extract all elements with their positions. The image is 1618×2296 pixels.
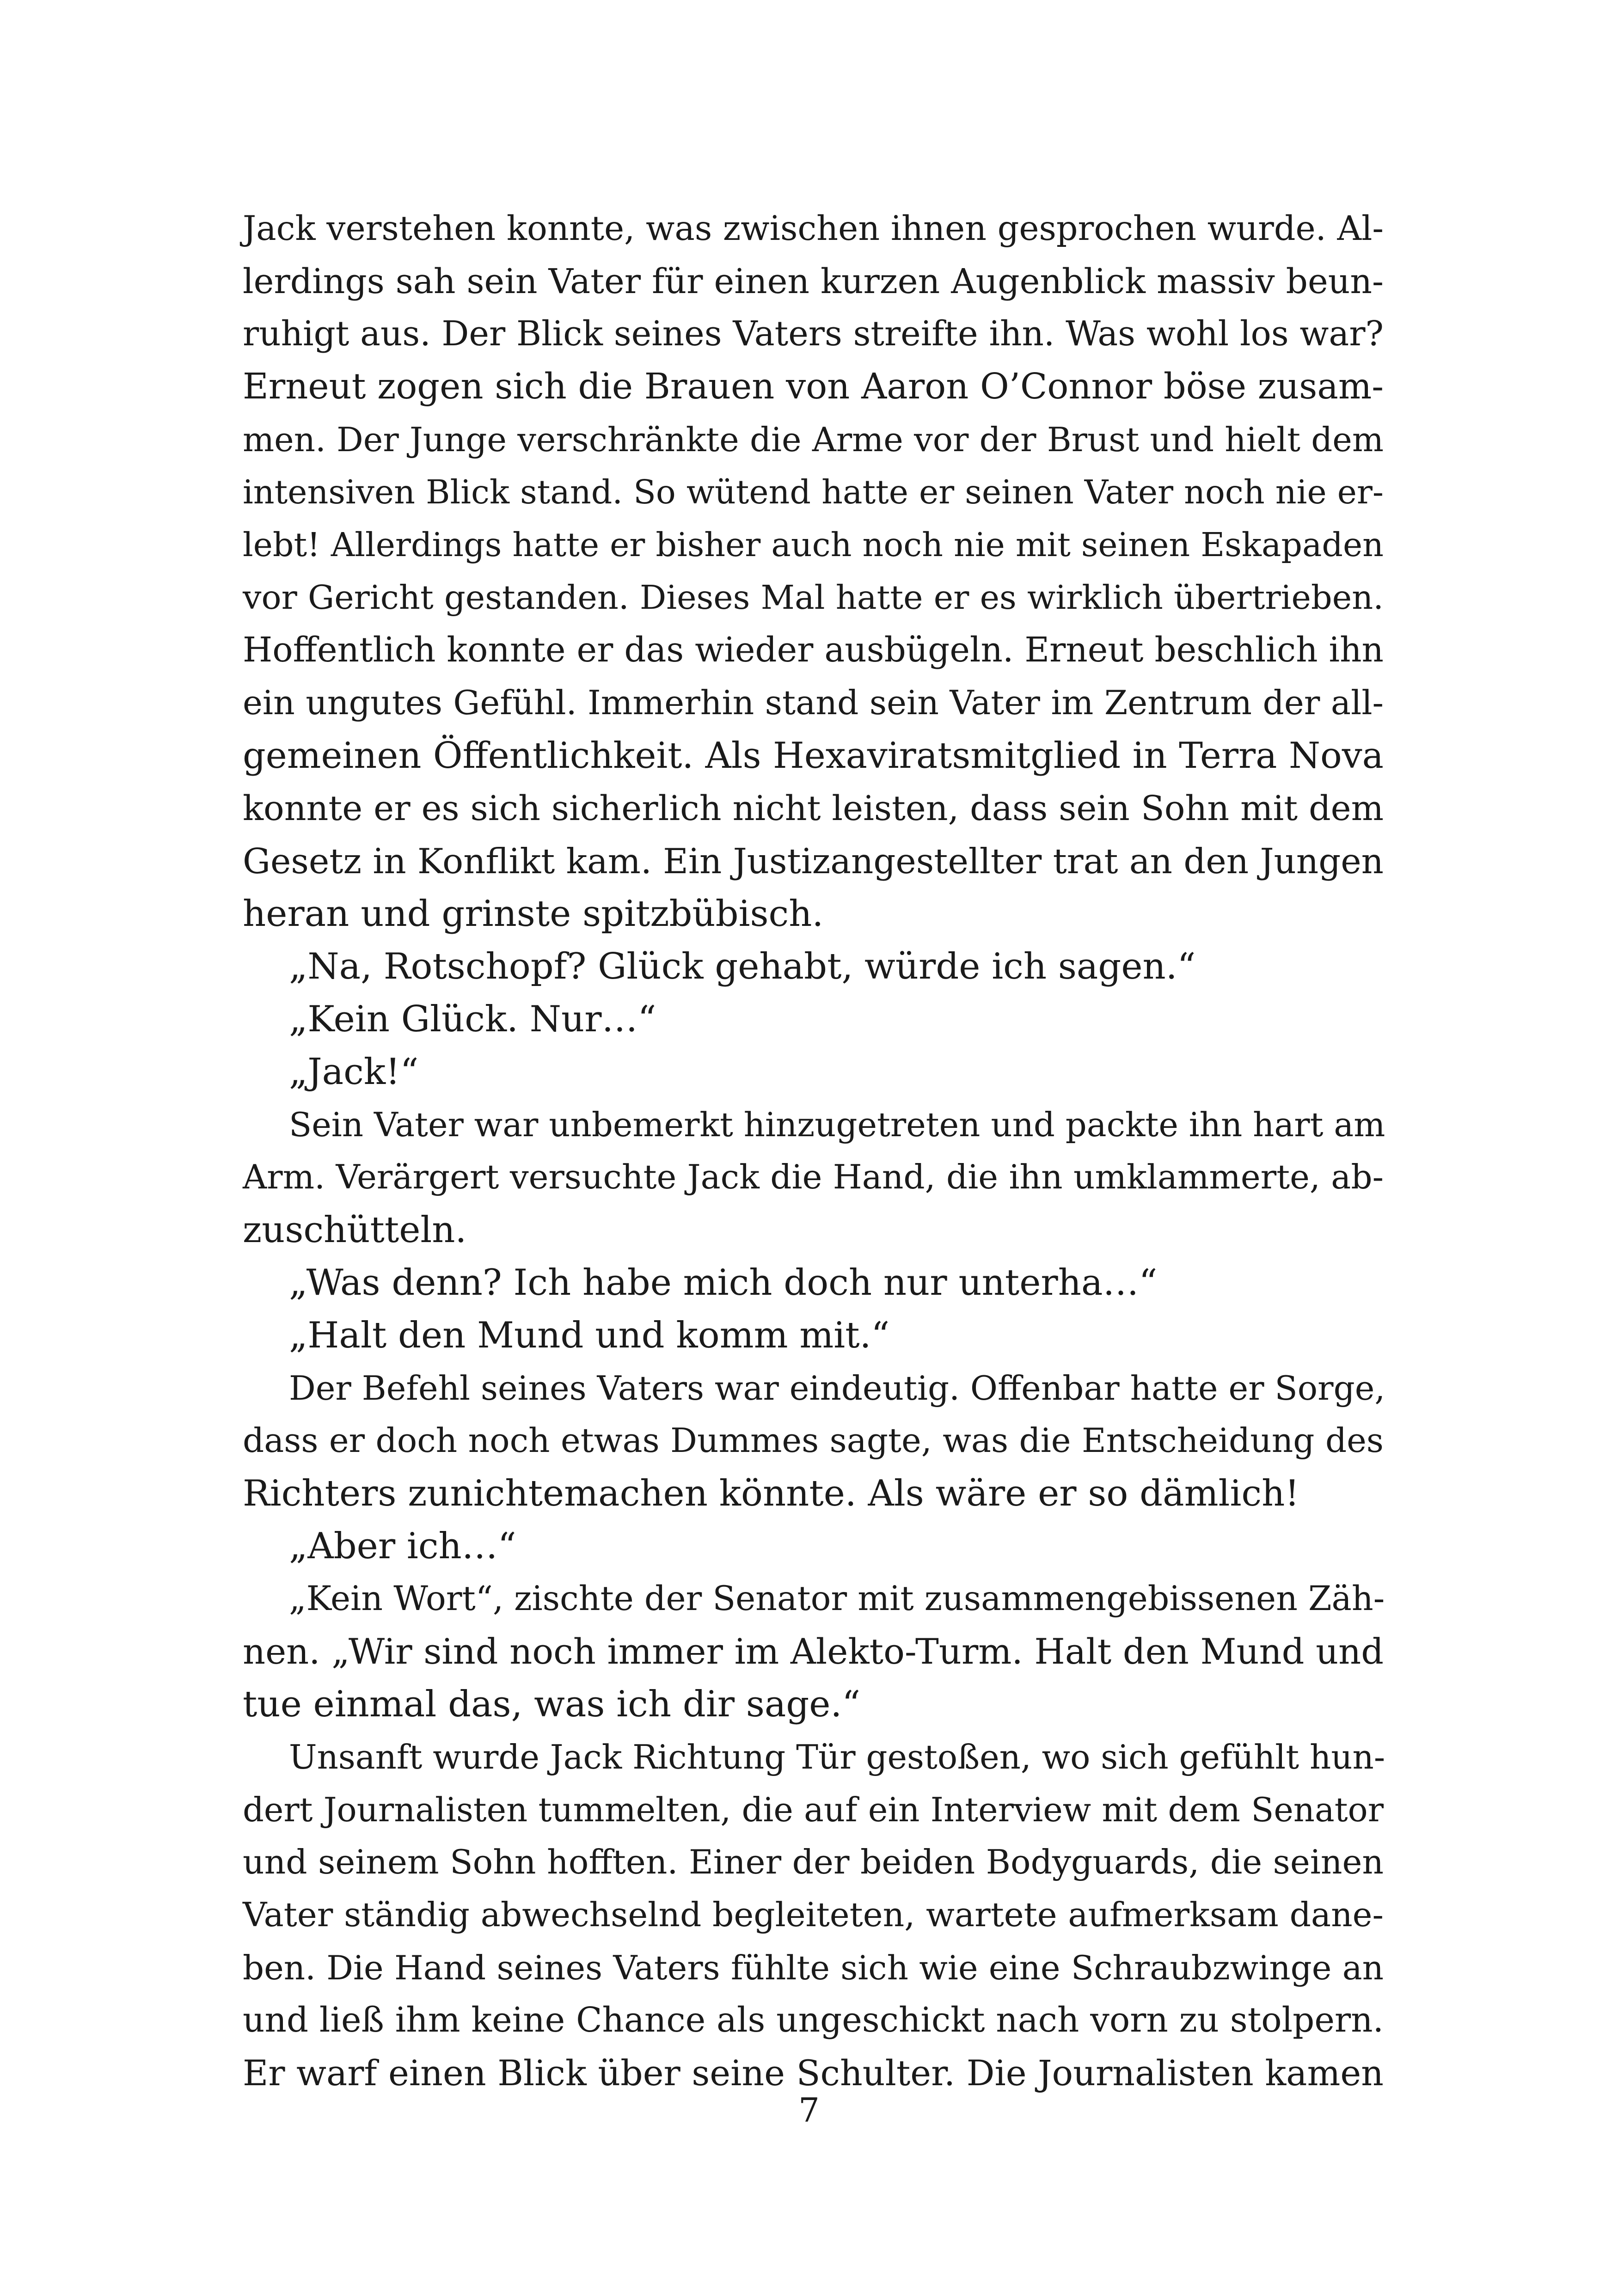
text-line: Jack verstehen konnte, was zwischen ihnen gesprochen wurde. Al- bbox=[243, 209, 1384, 248]
body-text bbox=[243, 202, 1384, 2100]
text-line: und seinem Sohn hofften. Einer der beiden Bodyguards, die seinen bbox=[243, 1843, 1384, 1882]
text-line: men. Der Junge verschränkte die Arme vor der Brust und hielt dem bbox=[243, 420, 1384, 459]
text-line: dert Journalisten tummelten, die auf ein Interview mit dem Senator bbox=[243, 1790, 1384, 1829]
text-line: Richters zunichtemachen könnte. Als wäre er so dämlich! bbox=[243, 1473, 1299, 1514]
text-line: lerdings sah sein Vater für einen kurzen Augenblick massiv beun- bbox=[243, 262, 1384, 301]
text-line: Hoffentlich konnte er das wieder ausbügeln. Erneut beschlich ihn bbox=[243, 631, 1384, 670]
text-line: Arm. Verärgert versuchte Jack die Hand, die ihn umklammerte, ab- bbox=[243, 1158, 1384, 1197]
text-line: tue einmal das, was ich dir sage.“ bbox=[243, 1684, 861, 1725]
text-line: „Jack!“ bbox=[289, 1051, 419, 1093]
text-line: „Was denn? Ich habe mich doch nur unterha…“ bbox=[289, 1262, 1158, 1304]
text-line: lebt! Allerdings hatte er bisher auch noch nie mit seinen Eskapaden bbox=[243, 526, 1384, 564]
text-line: Unsanft wurde Jack Richtung Tür gestoßen, wo sich gefühlt hun- bbox=[289, 1738, 1385, 1776]
text-line: ruhigt aus. Der Blick seines Vaters streifte ihn. Was wohl los war? bbox=[243, 314, 1384, 354]
text-line: „Kein Glück. Nur…“ bbox=[289, 998, 656, 1040]
text-line: dass er doch noch etwas Dummes sagte, was die Entscheidung des bbox=[243, 1421, 1384, 1460]
text-line: Er warf einen Blick über seine Schulter. Die Journalisten kamen bbox=[243, 2053, 1384, 2094]
text-line: konnte er es sich sicherlich nicht leisten, dass sein Sohn mit dem bbox=[243, 788, 1384, 828]
text-line: zuschütteln. bbox=[243, 1209, 467, 1251]
text-line: „Na, Rotschopf? Glück gehabt, würde ich sagen.“ bbox=[289, 946, 1196, 987]
text-line: nen. „Wir sind noch immer im Alekto-Turm. Halt den Mund und bbox=[243, 1631, 1384, 1672]
text-line: „Aber ich…“ bbox=[289, 1525, 516, 1567]
text-line: Erneut zogen sich die Brauen von Aaron O’Connor böse zusam- bbox=[243, 366, 1384, 407]
text-line: ben. Die Hand seines Vaters fühlte sich wie eine Schraubzwinge an bbox=[243, 1948, 1384, 1987]
text-line: ein ungutes Gefühl. Immerhin stand sein Vater im Zentrum der all- bbox=[243, 684, 1384, 722]
text-line: vor Gericht gestanden. Dieses Mal hatte er es wirklich übertrieben. bbox=[243, 578, 1384, 617]
text-line: „Kein Wort“, zischte der Senator mit zusammengebissenen Zäh- bbox=[289, 1580, 1385, 1618]
text-line: heran und grinste spitzbübisch. bbox=[243, 893, 824, 935]
text-line: Der Befehl seines Vaters war eindeutig. Offenbar hatte er Sorge, bbox=[289, 1369, 1385, 1408]
text-line: Gesetz in Konflikt kam. Ein Justizangestellter trat an den Jungen bbox=[243, 841, 1384, 882]
text-line: „Halt den Mund und komm mit.“ bbox=[289, 1315, 890, 1356]
text-line: Vater ständig abwechselnd begleiteten, wartete aufmerksam dane- bbox=[243, 1896, 1384, 1935]
text-line: Sein Vater war unbemerkt hinzugetreten und packte ihn hart am bbox=[289, 1105, 1385, 1144]
page-number: 7 bbox=[798, 2091, 820, 2130]
text-line: und ließ ihm keine Chance als ungeschickt nach vorn zu stolpern. bbox=[243, 2001, 1384, 2040]
text-line: gemeinen Öffentlichkeit. Als Hexaviratsmitglied in Terra Nova bbox=[243, 735, 1384, 777]
text-line: intensiven Blick stand. So wütend hatte er seinen Vater noch nie er- bbox=[243, 473, 1384, 511]
